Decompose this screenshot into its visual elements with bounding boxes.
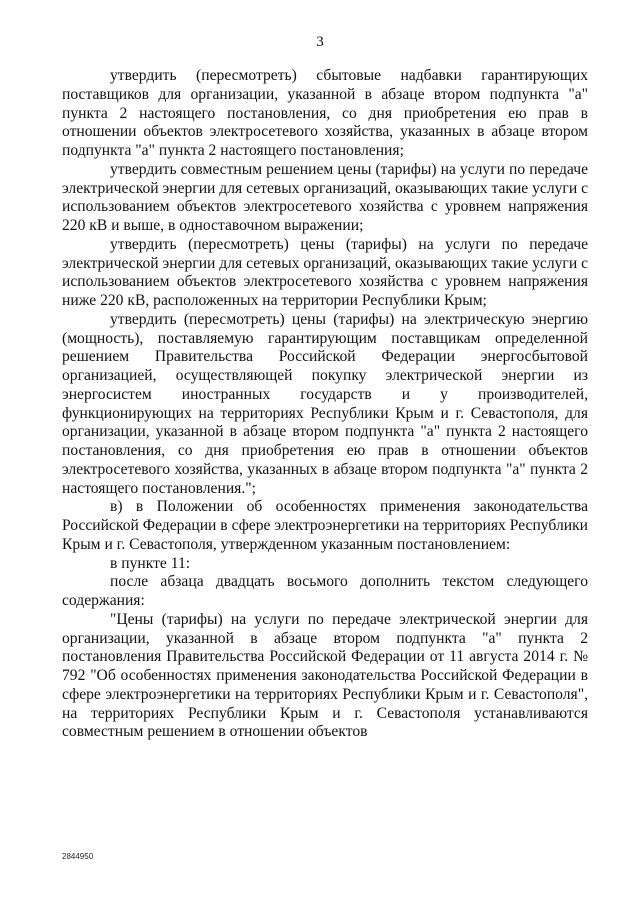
paragraph-after-28th: после абзаца двадцать восьмого дополнить текстом следующего содержания: [62, 573, 588, 609]
page-number: 3 [316, 34, 324, 50]
document-id: 2844950 [62, 852, 94, 861]
paragraph-tariffs-below-220kv: утвердить (пересмотреть) цены (тарифы) на услуги по передаче электрической энергии для сетевых организаций, оказывающих такие услуги с использованием объектов электросетевого хозяйства с уровнем напряжения ниже 220 кВ, расположенных на территории Республики Крым; [62, 235, 588, 309]
paragraph-surcharges: утвердить (пересмотреть) сбытовые надбавки гарантирующих поставщиков для организации, указанной в абзаце втором подпункта "а" пункта 2 настоящего постановления, со дня приобретения ею прав в отношении объектов электросетевого хозяйства, указанных в абзаце втором подпункта "а" пункта 2 настоящего постановления; [62, 67, 588, 159]
paragraph-point-11: в пункте 11: [110, 554, 191, 572]
paragraph-energy-prices: утвердить (пересмотреть) цены (тарифы) на электрическую энергию (мощность), поставляемую гарантирующим поставщикам определенной решением Правительства Российской Федерации энергосбытовой организацией, осуществляющей покупку электрической энергии из энергосистем иностранных государств и у производителей, функционирующих на территориях Республики Крым и г. Севастополя, для организации, указанной в абзаце втором подпункта "а" пункта 2 настоящего постановления, со дня приобретения ею прав в отношении объектов электросетевого хозяйства, указанных в абзаце втором подпункта "а" пункта 2 настоящего постановления."; [62, 310, 588, 497]
paragraph-quoted-text: "Цены (тарифы) на услуги по передаче электрической энергии для организации, указанной в абзаце втором подпункта "а" пункта 2 постановления Правительства Российской Федерации от 11 августа 2014 г. № 792 "Об особенностях применения законодательства Российской Федерации в сфере электроэнергетики на территориях Республики Крым и г. Севастополя", на территориях Республики Крым и г. Севастополя устанавливаются совместным решением в отношении объектов [62, 610, 588, 741]
paragraph-regulation-amendment: в) в Положении об особенностях применения законодательства Российской Федерации в сфере электроэнергетики на территориях Республики Крым и г. Севастополя, утвержденном указанным постановлением: [62, 498, 588, 553]
document-body [62, 67, 588, 742]
paragraph-joint-decision: утвердить совместным решением цены (тарифы) на услуги по передаче электрической энергии для сетевых организаций, оказывающих такие услуги с использованием объектов электросетевого хозяйства с уровнем напряжения 220 кВ и выше, в одноставочном выражении; [62, 160, 588, 234]
